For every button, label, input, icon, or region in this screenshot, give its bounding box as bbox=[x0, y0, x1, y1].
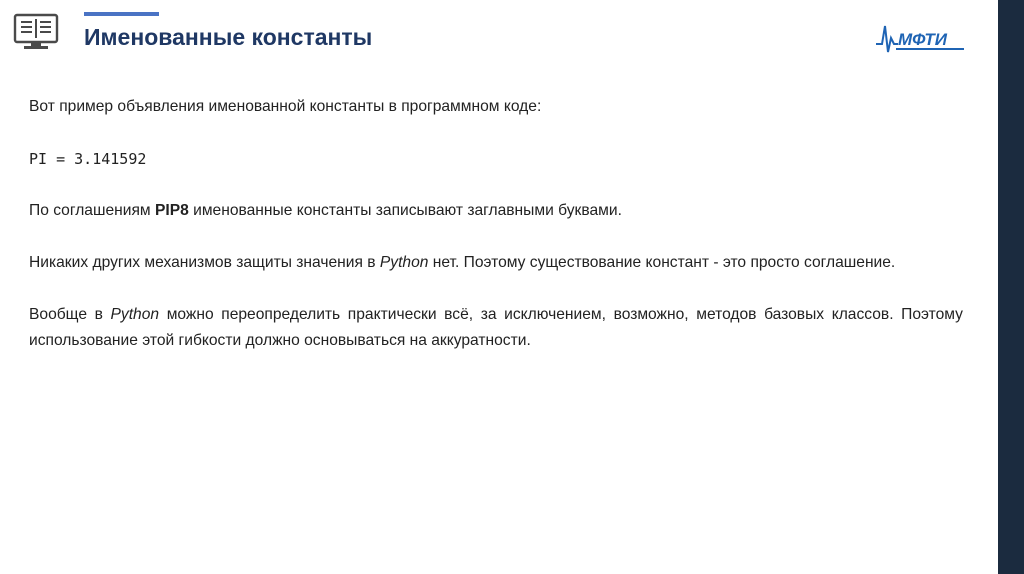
flexibility-text-post: можно переопределить практически всё, за исключением, возможно, методов базовых классов. Поэтому использование этой гибкости должно основываться на аккуратности. bbox=[29, 306, 963, 349]
flexibility-text-pre: Вообще в bbox=[29, 306, 111, 323]
protection-text-post: нет. Поэтому существование констант - это просто соглашение. bbox=[428, 254, 896, 271]
python-italic: Python bbox=[379, 254, 429, 271]
mipt-logo bbox=[874, 18, 974, 58]
logo-text: МФТИ bbox=[898, 30, 947, 49]
pip8-bold: PIP8 bbox=[154, 202, 189, 219]
python-italic-2: Python bbox=[110, 306, 160, 323]
paragraph-intro: Вот пример объявления именованной константы в программном коде: bbox=[29, 98, 542, 115]
paragraph-protection bbox=[29, 250, 963, 276]
protection-text-pre: Никаких других механизмов защиты значения в bbox=[29, 254, 380, 271]
code-snippet: PI = 3.141592 bbox=[29, 150, 147, 168]
pip8-text-pre: По соглашениям bbox=[29, 202, 155, 219]
paragraph-pip8 bbox=[29, 198, 963, 224]
pip8-text-post: именованные константы записывают заглавными буквами. bbox=[188, 202, 622, 219]
computer-book-icon bbox=[12, 12, 60, 52]
title-accent-line bbox=[84, 12, 159, 16]
page-title: Именованные константы bbox=[84, 24, 373, 50]
paragraph-flexibility bbox=[29, 302, 963, 354]
slide-content bbox=[29, 94, 963, 380]
right-sidebar-bar bbox=[998, 0, 1024, 574]
